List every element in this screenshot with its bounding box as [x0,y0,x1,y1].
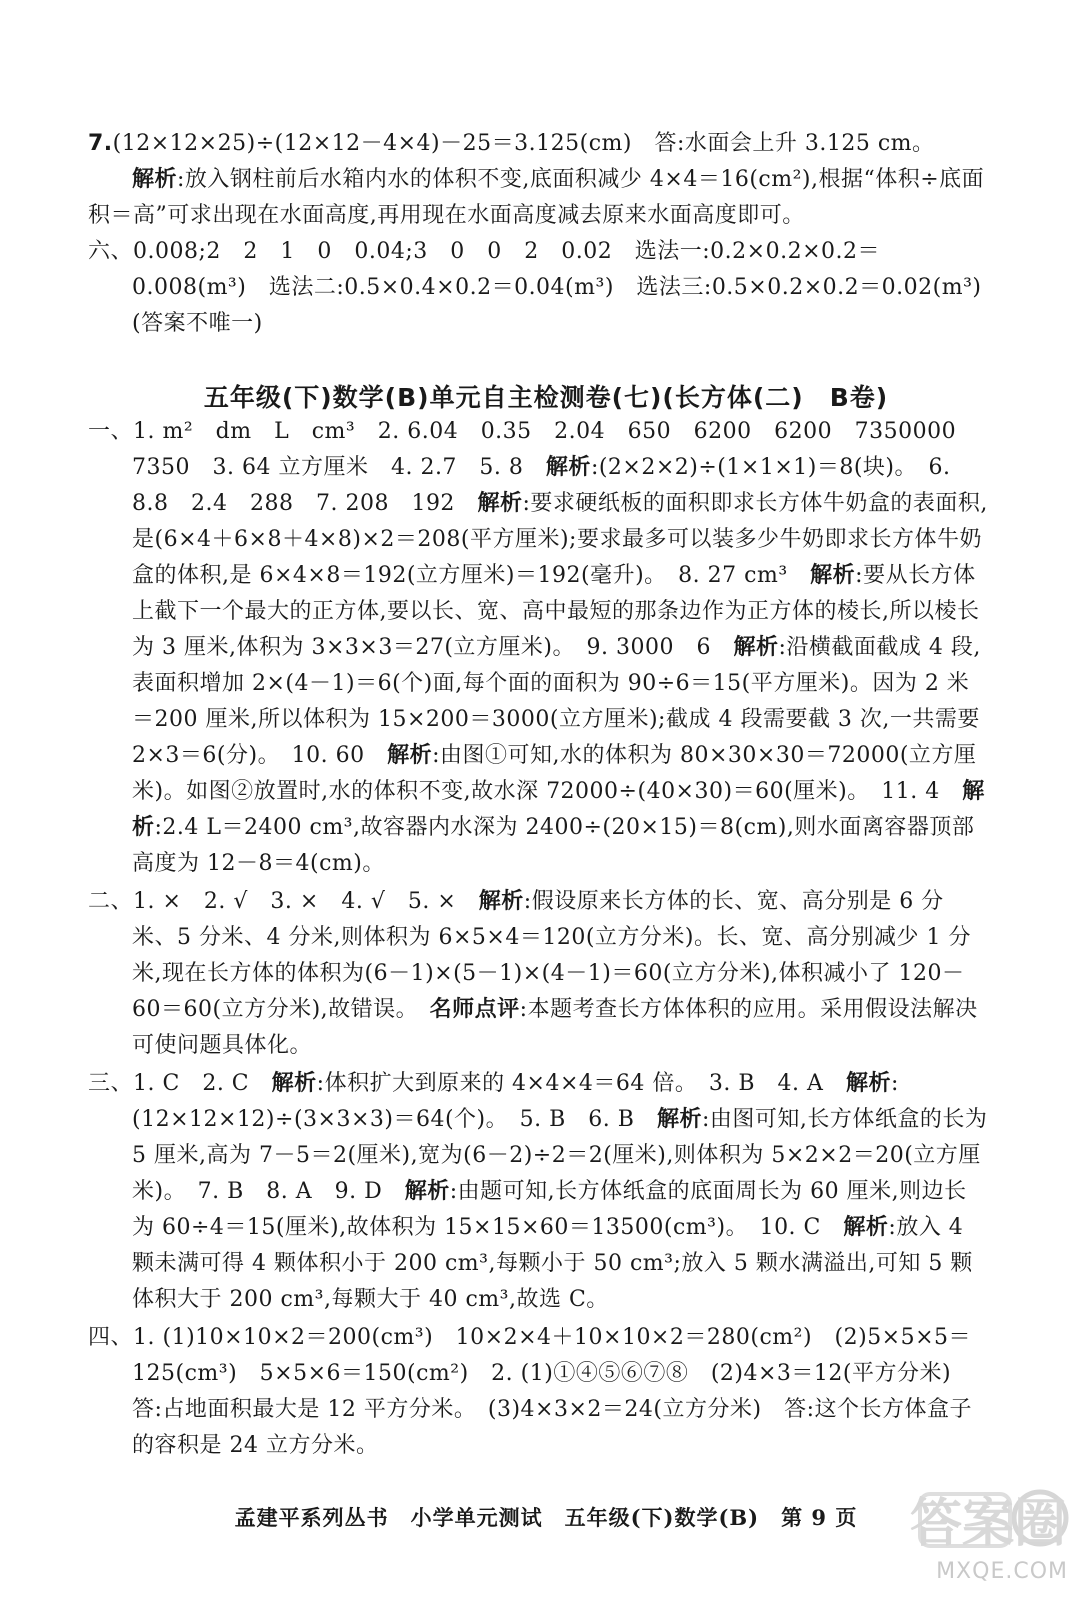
answer-part-two: 二、1. × 2. √ 3. × 4. √ 5. × 解析:假设原来长方体的长、宽、高分别是 6 分米、5 分米、4 分米,则体积为 6×5×4＝120(立方分米)。长、宽、高分别减少 1 分米,现在长方体的体积为(6－1)×(5－1)×(4－1)＝60(立方分米),体积减小了 120－60＝60(立方分米),故错误。 名师点评:本题考查长方体体积的应用。采用假设法解决可使问题具体化。 [88,889,978,1058]
analysis-label: 解析 [478,889,524,914]
analysis-label: 解析 [656,1107,702,1132]
analysis-label: 解析 [733,635,779,660]
answer-part-four: 四、1. (1)10×10×2＝200(cm³) 10×2×4＋10×10×2＝280(cm²) (2)5×5×5＝125(cm³) 5×5×6＝150(cm²) 2. (1)①④⑤⑥⑦⑧ (2)4×3＝12(平方分米) 答:占地面积最大是 12 平方分米。 (3)4×3×2＝24(立方分米) 答:这个长方体盒子的容积是 24 立方分米。 [88,1325,974,1458]
answer-q7 [88,126,988,234]
analysis-label: 解析 [477,491,523,516]
analysis-label: 解析 [545,455,591,480]
analysis-label: 解析 [132,779,985,840]
teacher-comment-label: 名师点评 [429,997,520,1022]
q7-analysis: :放入钢柱前后水箱内水的体积不变,底面积减少 4×4＝16(cm²),根据“体积÷底面积＝高”可求出现在水面高度,再用现在水面高度减去原来水面高度即可。 [88,167,985,228]
answer-part-one: 一、1. m² dm L cm³ 2. 6.04 0.35 2.04 650 6200 6200 7350000 7350 3. 64 立方厘米 4. 2.7 5. 8 解析:(2×2×2)÷(1×1×1)＝8(块)。 6. 8.8 2.4 288 7. 208 192 解析:要求硬纸板的面积即求长方体牛奶盒的表面积,是(6×4＋6×8＋4×8)×2＝208(平方厘米);要求最多可以装多少牛奶即求长方体牛奶盒的体积,是 6×4×8＝192(立方厘米)＝192(毫升)。 8. 27 cm³ 解析:要从长方体上截下一个最大的正方体,要以长、宽、高中最短的那条边作为正方体的棱长,所以棱长为 3 厘米,体积为 3×3×3＝27(立方厘米)。 9. 3000 6 解析:沿横截面截成 4 段,表面积增加 2×(4－1)＝6(个)面,每个面的面积为 90÷6＝15(平方厘米)。因为 2 米＝200 厘米,所以体积为 15×200＝3000(立方厘米);截成 4 段需要截 3 次,一共需要 2×3＝6(分)。 10. 60 解析:由图①可知,水的体积为 80×30×30＝72000(立方厘米)。如图②放置时,水的体积不变,故水深 72000÷(40×30)＝60(厘米)。 11. 4 解析:2.4 L＝2400 cm³,故容器内水深为 2400÷(20×15)＝8(cm),则水面离容器顶部高度为 12－8＝4(cm)。 [88,419,988,876]
q7-number: 7. [88,131,113,156]
watermark-url: MXQE.COM [936,1559,1068,1584]
section-title: 五年级(下)数学(B)单元自主检测卷(七)(长方体(二) B卷) [203,383,889,412]
analysis-label: 解析 [843,1215,889,1240]
watermark-title: 答案圈 [909,1494,1066,1554]
q7-answer: (12×12×25)÷(12×12－4×4)－25＝3.125(cm) 答:水面会上升 3.125 cm。 [112,131,935,156]
page-footer: 孟建平系列丛书 小学单元测试 五年级(下)数学(B) 第 9 页 [234,1505,858,1530]
analysis-label: 解析 [387,743,433,768]
answer-section-six: 六、0.008;2 2 1 0 0.04;3 0 0 2 0.02 选法一:0.2×0.2×0.2＝0.008(m³) 选法二:0.5×0.4×0.2＝0.04(m³) 选法三:0.5×0.2×0.2＝0.02(m³)(答案不唯一) [88,239,982,336]
analysis-label: 解析 [845,1071,891,1096]
analysis-label: 解析 [132,167,178,192]
answer-part-three: 三、1. C 2. C 解析:体积扩大到原来的 4×4×4＝64 倍。 3. B 4. A 解析:(12×12×12)÷(3×3×3)＝64(个)。 5. B 6. B 解析:由图可知,长方体纸盒的长为 5 厘米,高为 7－5＝2(厘米),宽为(6－2)÷2＝2(厘米),则体积为 5×2×2＝20(立方厘米)。 7. B 8. A 9. D 解析:由题可知,长方体纸盒的底面周长为 60 厘米,则边长为 60÷4＝15(厘米),故体积为 15×15×60＝13500(cm³)。 10. C 解析:放入 4 颗未满可得 4 颗体积小于 200 cm³,每颗小于 50 cm³;放入 5 颗水满溢出,可知 5 颗体积大于 200 cm³,每颗大于 40 cm³,故选 C。 [88,1071,995,1312]
analysis-label: 解析 [404,1179,450,1204]
analysis-label: 解析 [271,1071,317,1096]
analysis-label: 解析 [810,563,856,588]
